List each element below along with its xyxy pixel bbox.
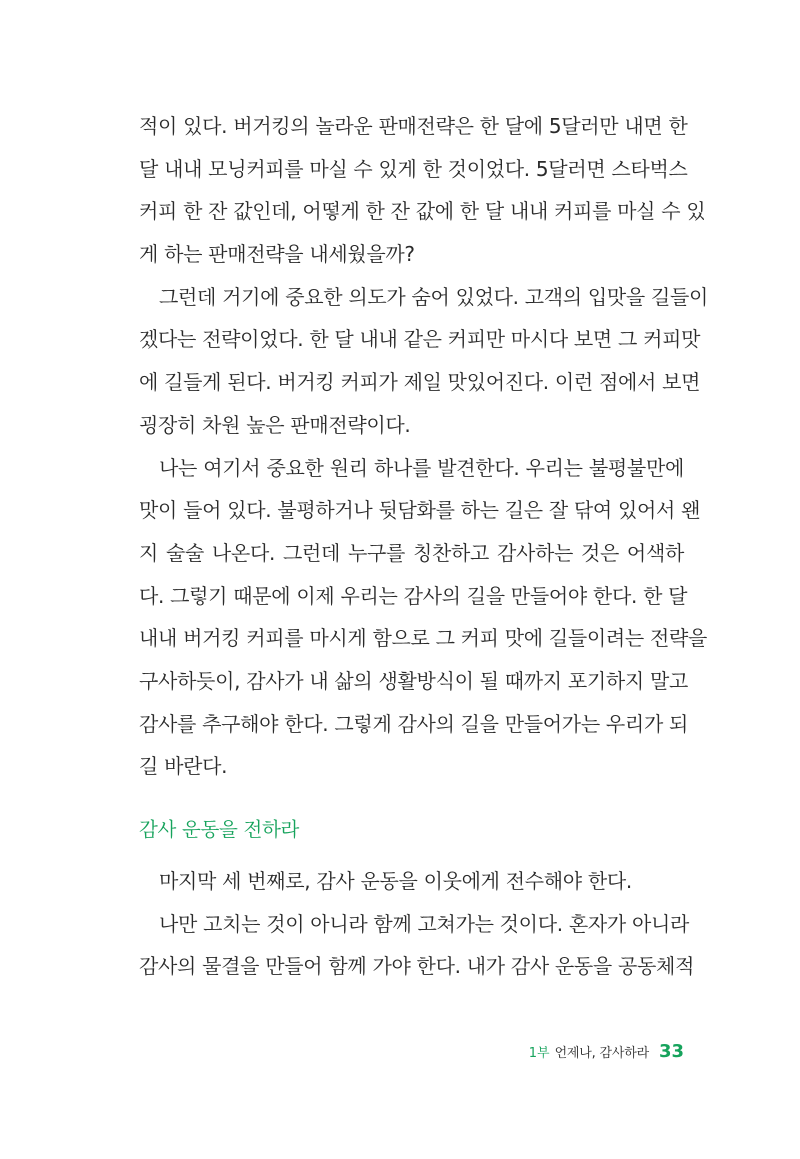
text-line: 겠다는 전략이었다. 한 달 내내 같은 커피만 마시다 보면 그 커피맛	[139, 327, 701, 352]
page-number: 33	[658, 1041, 684, 1062]
text-line: 달 내내 모닝커피를 마실 수 있게 한 것이었다. 5달러면 스타벅스	[139, 156, 688, 181]
text-line: 나는 여기서 중요한 원리 하나를 발견한다. 우리는 불평불만에	[159, 455, 684, 480]
text-line: 지 술술 나온다. 그런데 누구를 칭찬하고 감사하는 것은 어색하	[139, 540, 684, 565]
text-line: 커피 한 잔 값인데, 어떻게 한 잔 값에 한 달 내내 커피를 마실 수 있	[139, 199, 706, 224]
page-footer	[520, 1041, 684, 1062]
footer-chapter-title: 언제나, 감사하라	[554, 1046, 649, 1061]
text-line: 내내 버거킹 커피를 마시게 함으로 그 커피 맛에 길들이려는 전략을	[139, 626, 708, 651]
text-line: 마지막 세 번째로, 감사 운동을 이웃에게 전수해야 한다.	[159, 869, 632, 893]
text-line: 구사하듯이, 감사가 내 삶의 생활방식이 될 때까지 포기하지 말고	[139, 668, 689, 693]
text-line: 적이 있다. 버거킹의 놀라운 판매전략은 한 달에 5달러만 내면 한	[139, 114, 688, 138]
text-line: 맛이 들어 있다. 불평하거나 뒷담화를 하는 길은 잘 닦여 있어서 왠	[139, 498, 701, 523]
body-text-bottom	[139, 860, 695, 988]
body-text-top	[139, 105, 709, 788]
section-heading: 감사 운동을 전하라	[139, 818, 300, 841]
text-line: 감사를 추구해야 한다. 그렇게 감사의 길을 만들어가는 우리가 되	[139, 711, 689, 736]
footer-part-label: 1부	[528, 1046, 550, 1061]
text-line: 감사의 물결을 만들어 함께 가야 한다. 내가 감사 운동을 공동체적	[139, 954, 695, 979]
text-line: 다. 그렇기 때문에 이제 우리는 감사의 길을 만들어야 한다. 한 달	[139, 583, 688, 608]
text-line: 굉장히 차원 높은 판매전략이다.	[139, 412, 411, 437]
text-line: 나만 고치는 것이 아니라 함께 고쳐가는 것이다. 혼자가 아니라	[159, 911, 690, 936]
text-line: 그런데 거기에 중요한 의도가 숨어 있었다. 고객의 입맛을 길들이	[159, 284, 709, 309]
text-line: 에 길들게 된다. 버거킹 커피가 제일 맛있어진다. 이런 점에서 보면	[139, 370, 701, 395]
text-line: 길 바란다.	[139, 754, 228, 779]
text-line: 게 하는 판매전략을 내세웠을까?	[139, 242, 415, 267]
